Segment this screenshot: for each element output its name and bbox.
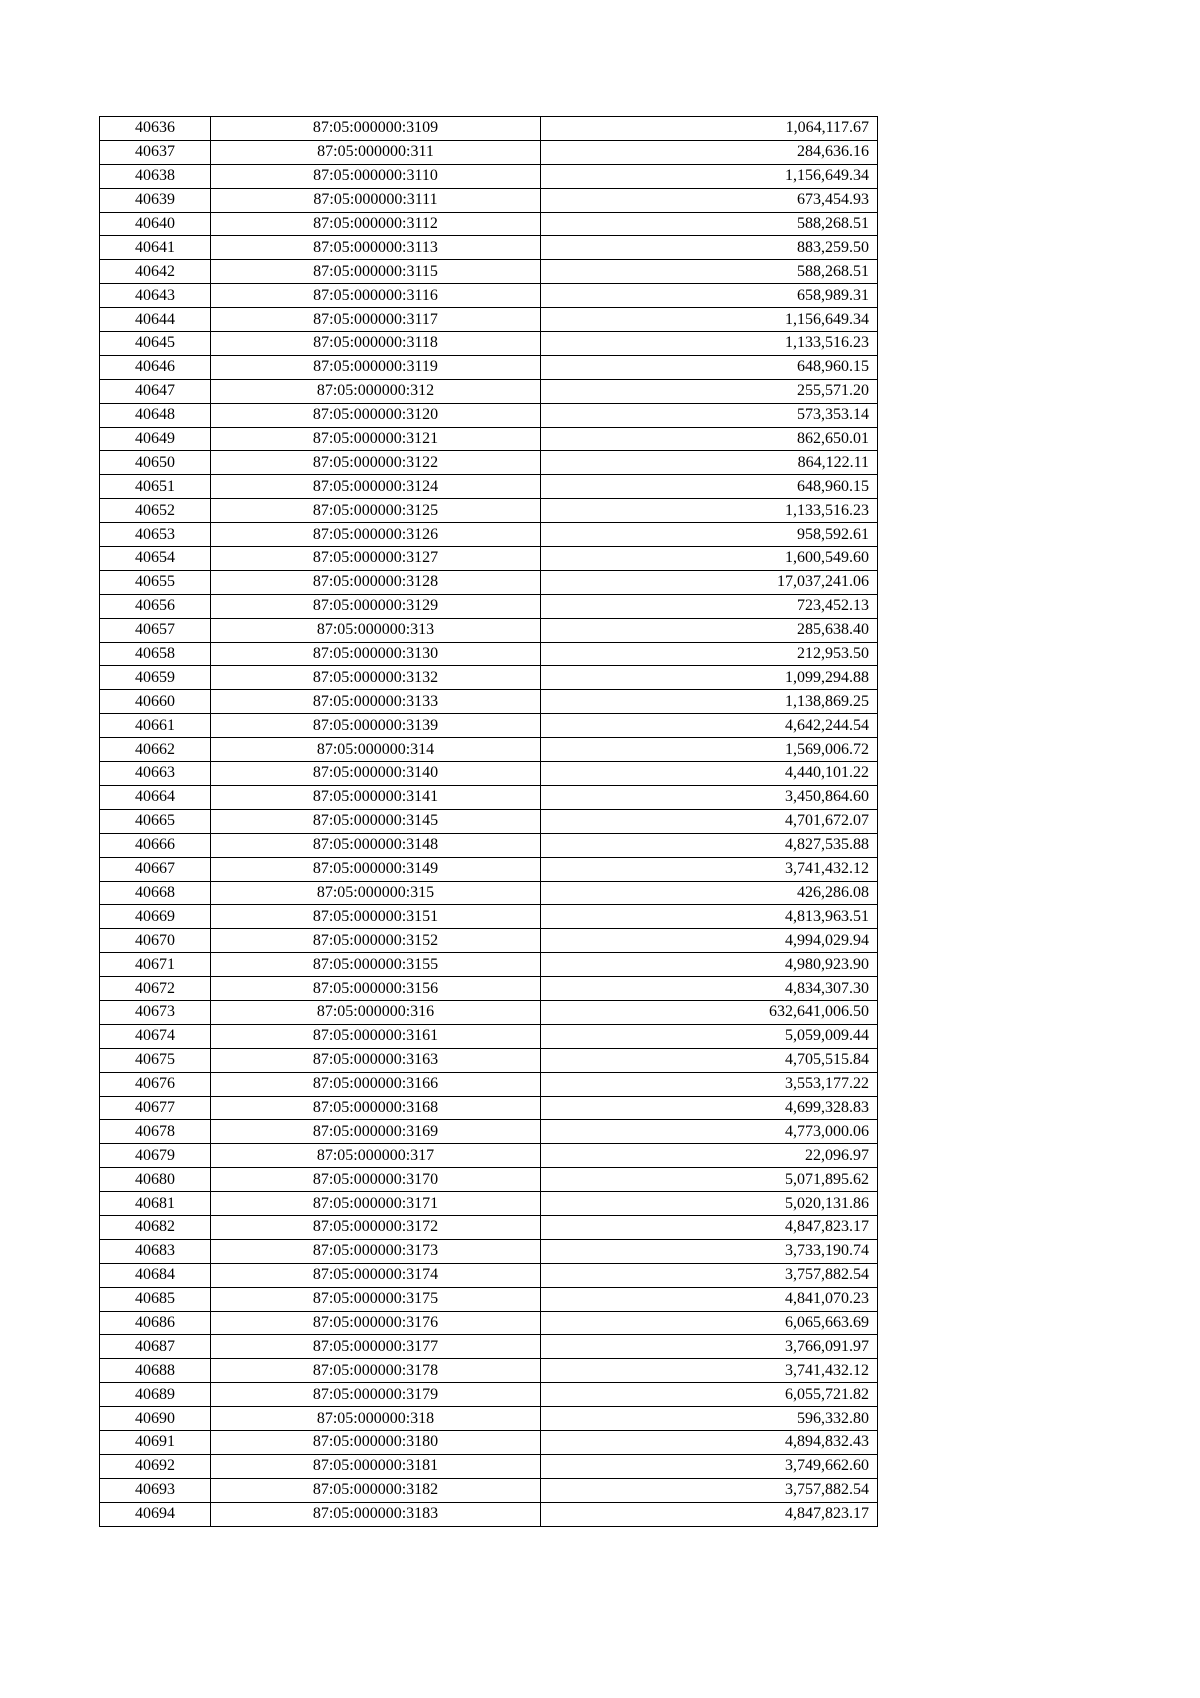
cadastral-number-cell: 87:05:000000:3156 — [211, 977, 541, 1001]
table-row — [100, 1430, 878, 1454]
value-cell: 1,099,294.88 — [541, 666, 878, 690]
table-row — [100, 809, 878, 833]
table-row — [100, 1072, 878, 1096]
cadastral-number-cell: 87:05:000000:3149 — [211, 857, 541, 881]
table-row — [100, 140, 878, 164]
cadastral-number-cell: 87:05:000000:3126 — [211, 523, 541, 547]
row-number-cell: 40660 — [100, 690, 211, 714]
row-number-cell: 40641 — [100, 236, 211, 260]
row-number-cell: 40673 — [100, 1000, 211, 1024]
cadastral-number-cell: 87:05:000000:3155 — [211, 953, 541, 977]
row-number-cell: 40645 — [100, 332, 211, 356]
row-number-cell: 40692 — [100, 1454, 211, 1478]
table-row — [100, 236, 878, 260]
cadastral-number-cell: 87:05:000000:314 — [211, 738, 541, 762]
value-cell: 958,592.61 — [541, 523, 878, 547]
cadastral-number-cell: 87:05:000000:3148 — [211, 833, 541, 857]
table-row — [100, 379, 878, 403]
row-number-cell: 40693 — [100, 1478, 211, 1502]
value-cell: 4,841,070.23 — [541, 1287, 878, 1311]
row-number-cell: 40671 — [100, 953, 211, 977]
value-cell: 6,065,663.69 — [541, 1311, 878, 1335]
row-number-cell: 40655 — [100, 570, 211, 594]
value-cell: 4,994,029.94 — [541, 929, 878, 953]
value-cell: 3,766,091.97 — [541, 1335, 878, 1359]
cadastral-number-cell: 87:05:000000:315 — [211, 881, 541, 905]
value-cell: 5,020,131.86 — [541, 1192, 878, 1216]
table-row — [100, 929, 878, 953]
row-number-cell: 40672 — [100, 977, 211, 1001]
value-cell: 862,650.01 — [541, 427, 878, 451]
cadastral-number-cell: 87:05:000000:3125 — [211, 499, 541, 523]
table-row — [100, 355, 878, 379]
table-row — [100, 308, 878, 332]
row-number-cell: 40649 — [100, 427, 211, 451]
row-number-cell: 40686 — [100, 1311, 211, 1335]
row-number-cell: 40676 — [100, 1072, 211, 1096]
table-row — [100, 403, 878, 427]
cadastral-number-cell: 87:05:000000:3151 — [211, 905, 541, 929]
cadastral-number-cell: 87:05:000000:3118 — [211, 332, 541, 356]
cadastral-number-cell: 87:05:000000:3121 — [211, 427, 541, 451]
row-number-cell: 40651 — [100, 475, 211, 499]
row-number-cell: 40636 — [100, 117, 211, 141]
table-row — [100, 714, 878, 738]
cadastral-number-cell: 87:05:000000:3139 — [211, 714, 541, 738]
value-cell: 285,638.40 — [541, 618, 878, 642]
row-number-cell: 40643 — [100, 284, 211, 308]
table-row — [100, 332, 878, 356]
table-body — [100, 117, 878, 1527]
row-number-cell: 40675 — [100, 1048, 211, 1072]
row-number-cell: 40656 — [100, 594, 211, 618]
value-cell: 5,071,895.62 — [541, 1168, 878, 1192]
table-row — [100, 1407, 878, 1431]
table-row — [100, 618, 878, 642]
value-cell: 864,122.11 — [541, 451, 878, 475]
row-number-cell: 40654 — [100, 547, 211, 571]
row-number-cell: 40665 — [100, 809, 211, 833]
cadastral-number-cell: 87:05:000000:3170 — [211, 1168, 541, 1192]
cadastral-number-cell: 87:05:000000:3182 — [211, 1478, 541, 1502]
table-row — [100, 785, 878, 809]
row-number-cell: 40668 — [100, 881, 211, 905]
value-cell: 4,440,101.22 — [541, 762, 878, 786]
table-row — [100, 1000, 878, 1024]
table-row — [100, 427, 878, 451]
cadastral-number-cell: 87:05:000000:3140 — [211, 762, 541, 786]
value-cell: 3,741,432.12 — [541, 1359, 878, 1383]
row-number-cell: 40637 — [100, 140, 211, 164]
table-row — [100, 762, 878, 786]
value-cell: 6,055,721.82 — [541, 1383, 878, 1407]
value-cell: 648,960.15 — [541, 355, 878, 379]
row-number-cell: 40690 — [100, 1407, 211, 1431]
table-row — [100, 1096, 878, 1120]
cadastral-number-cell: 87:05:000000:3109 — [211, 117, 541, 141]
value-cell: 4,980,923.90 — [541, 953, 878, 977]
table-row — [100, 1239, 878, 1263]
table-row — [100, 1215, 878, 1239]
table-row — [100, 451, 878, 475]
row-number-cell: 40642 — [100, 260, 211, 284]
value-cell: 3,733,190.74 — [541, 1239, 878, 1263]
cadastral-number-cell: 87:05:000000:3115 — [211, 260, 541, 284]
value-cell: 1,133,516.23 — [541, 499, 878, 523]
value-cell: 22,096.97 — [541, 1144, 878, 1168]
cadastral-number-cell: 87:05:000000:3179 — [211, 1383, 541, 1407]
cadastral-number-cell: 87:05:000000:3171 — [211, 1192, 541, 1216]
value-cell: 4,813,963.51 — [541, 905, 878, 929]
table-row — [100, 164, 878, 188]
value-cell: 4,847,823.17 — [541, 1215, 878, 1239]
value-cell: 255,571.20 — [541, 379, 878, 403]
table-row — [100, 977, 878, 1001]
cadastral-number-cell: 87:05:000000:3177 — [211, 1335, 541, 1359]
table-row — [100, 570, 878, 594]
table-row — [100, 881, 878, 905]
row-number-cell: 40694 — [100, 1502, 211, 1526]
cadastral-number-cell: 87:05:000000:3166 — [211, 1072, 541, 1096]
value-cell: 573,353.14 — [541, 403, 878, 427]
cadastral-number-cell: 87:05:000000:311 — [211, 140, 541, 164]
row-number-cell: 40674 — [100, 1024, 211, 1048]
cadastral-number-cell: 87:05:000000:3132 — [211, 666, 541, 690]
table-row — [100, 284, 878, 308]
cadastral-number-cell: 87:05:000000:3117 — [211, 308, 541, 332]
row-number-cell: 40658 — [100, 642, 211, 666]
row-number-cell: 40670 — [100, 929, 211, 953]
value-cell: 1,569,006.72 — [541, 738, 878, 762]
cadastral-number-cell: 87:05:000000:3180 — [211, 1430, 541, 1454]
value-cell: 4,773,000.06 — [541, 1120, 878, 1144]
cadastral-number-cell: 87:05:000000:3168 — [211, 1096, 541, 1120]
cadastral-number-cell: 87:05:000000:3112 — [211, 212, 541, 236]
cadastral-number-cell: 87:05:000000:3113 — [211, 236, 541, 260]
value-cell: 723,452.13 — [541, 594, 878, 618]
row-number-cell: 40667 — [100, 857, 211, 881]
row-number-cell: 40652 — [100, 499, 211, 523]
row-number-cell: 40688 — [100, 1359, 211, 1383]
value-cell: 212,953.50 — [541, 642, 878, 666]
cadastral-number-cell: 87:05:000000:3183 — [211, 1502, 541, 1526]
value-cell: 1,133,516.23 — [541, 332, 878, 356]
row-number-cell: 40640 — [100, 212, 211, 236]
cadastral-number-cell: 87:05:000000:3174 — [211, 1263, 541, 1287]
value-cell: 1,064,117.67 — [541, 117, 878, 141]
value-cell: 4,705,515.84 — [541, 1048, 878, 1072]
cadastral-number-cell: 87:05:000000:3178 — [211, 1359, 541, 1383]
table-row — [100, 1383, 878, 1407]
table-row — [100, 1144, 878, 1168]
table-row — [100, 1048, 878, 1072]
value-cell: 4,847,823.17 — [541, 1502, 878, 1526]
cadastral-number-cell: 87:05:000000:318 — [211, 1407, 541, 1431]
value-cell: 3,450,864.60 — [541, 785, 878, 809]
value-cell: 673,454.93 — [541, 188, 878, 212]
cadastral-number-cell: 87:05:000000:3129 — [211, 594, 541, 618]
table-row — [100, 1502, 878, 1526]
value-cell: 4,827,535.88 — [541, 833, 878, 857]
cadastral-number-cell: 87:05:000000:316 — [211, 1000, 541, 1024]
table-row — [100, 666, 878, 690]
table-row — [100, 953, 878, 977]
row-number-cell: 40691 — [100, 1430, 211, 1454]
row-number-cell: 40648 — [100, 403, 211, 427]
table-row — [100, 1311, 878, 1335]
row-number-cell: 40661 — [100, 714, 211, 738]
row-number-cell: 40682 — [100, 1215, 211, 1239]
value-cell: 596,332.80 — [541, 1407, 878, 1431]
value-cell: 426,286.08 — [541, 881, 878, 905]
value-cell: 3,757,882.54 — [541, 1478, 878, 1502]
value-cell: 648,960.15 — [541, 475, 878, 499]
value-cell: 4,699,328.83 — [541, 1096, 878, 1120]
cadastral-number-cell: 87:05:000000:3176 — [211, 1311, 541, 1335]
cadastral-number-cell: 87:05:000000:3133 — [211, 690, 541, 714]
value-cell: 1,156,649.34 — [541, 164, 878, 188]
table-row — [100, 594, 878, 618]
table-row — [100, 260, 878, 284]
value-cell: 588,268.51 — [541, 212, 878, 236]
row-number-cell: 40653 — [100, 523, 211, 547]
cadastral-number-cell: 87:05:000000:3122 — [211, 451, 541, 475]
cadastral-number-cell: 87:05:000000:3152 — [211, 929, 541, 953]
value-cell: 3,553,177.22 — [541, 1072, 878, 1096]
cadastral-number-cell: 87:05:000000:3169 — [211, 1120, 541, 1144]
row-number-cell: 40662 — [100, 738, 211, 762]
table-row — [100, 499, 878, 523]
row-number-cell: 40650 — [100, 451, 211, 475]
cadastral-number-cell: 87:05:000000:3110 — [211, 164, 541, 188]
row-number-cell: 40680 — [100, 1168, 211, 1192]
table-row — [100, 475, 878, 499]
table-row — [100, 833, 878, 857]
table-row — [100, 642, 878, 666]
row-number-cell: 40685 — [100, 1287, 211, 1311]
table-row — [100, 1359, 878, 1383]
row-number-cell: 40646 — [100, 355, 211, 379]
row-number-cell: 40683 — [100, 1239, 211, 1263]
cadastral-number-cell: 87:05:000000:312 — [211, 379, 541, 403]
row-number-cell: 40681 — [100, 1192, 211, 1216]
value-cell: 4,894,832.43 — [541, 1430, 878, 1454]
row-number-cell: 40687 — [100, 1335, 211, 1359]
cadastral-number-cell: 87:05:000000:3127 — [211, 547, 541, 571]
row-number-cell: 40663 — [100, 762, 211, 786]
table-row — [100, 1024, 878, 1048]
value-cell: 3,741,432.12 — [541, 857, 878, 881]
value-cell: 4,834,307.30 — [541, 977, 878, 1001]
table-row — [100, 1192, 878, 1216]
row-number-cell: 40666 — [100, 833, 211, 857]
table-row — [100, 212, 878, 236]
table-row — [100, 738, 878, 762]
row-number-cell: 40659 — [100, 666, 211, 690]
table-row — [100, 1120, 878, 1144]
table-row — [100, 1287, 878, 1311]
value-cell: 4,701,672.07 — [541, 809, 878, 833]
cadastral-number-cell: 87:05:000000:3175 — [211, 1287, 541, 1311]
cadastral-number-cell: 87:05:000000:3145 — [211, 809, 541, 833]
cadastral-number-cell: 87:05:000000:3119 — [211, 355, 541, 379]
table-row — [100, 1335, 878, 1359]
value-cell: 284,636.16 — [541, 140, 878, 164]
cadastral-number-cell: 87:05:000000:3120 — [211, 403, 541, 427]
value-cell: 17,037,241.06 — [541, 570, 878, 594]
table-row — [100, 690, 878, 714]
cadastral-number-cell: 87:05:000000:3161 — [211, 1024, 541, 1048]
table-row — [100, 857, 878, 881]
value-cell: 632,641,006.50 — [541, 1000, 878, 1024]
value-cell: 658,989.31 — [541, 284, 878, 308]
table-row — [100, 1263, 878, 1287]
table-row — [100, 1454, 878, 1478]
row-number-cell: 40638 — [100, 164, 211, 188]
cadastral-number-cell: 87:05:000000:3163 — [211, 1048, 541, 1072]
table-row — [100, 188, 878, 212]
data-table — [99, 116, 878, 1527]
row-number-cell: 40689 — [100, 1383, 211, 1407]
value-cell: 4,642,244.54 — [541, 714, 878, 738]
table-row — [100, 1168, 878, 1192]
row-number-cell: 40644 — [100, 308, 211, 332]
cadastral-number-cell: 87:05:000000:3130 — [211, 642, 541, 666]
value-cell: 588,268.51 — [541, 260, 878, 284]
table-row — [100, 1478, 878, 1502]
value-cell: 1,600,549.60 — [541, 547, 878, 571]
row-number-cell: 40647 — [100, 379, 211, 403]
value-cell: 3,757,882.54 — [541, 1263, 878, 1287]
row-number-cell: 40684 — [100, 1263, 211, 1287]
cadastral-number-cell: 87:05:000000:317 — [211, 1144, 541, 1168]
value-cell: 1,156,649.34 — [541, 308, 878, 332]
cadastral-number-cell: 87:05:000000:3128 — [211, 570, 541, 594]
cadastral-number-cell: 87:05:000000:3181 — [211, 1454, 541, 1478]
cadastral-number-cell: 87:05:000000:3124 — [211, 475, 541, 499]
cadastral-number-cell: 87:05:000000:313 — [211, 618, 541, 642]
table-row — [100, 117, 878, 141]
row-number-cell: 40677 — [100, 1096, 211, 1120]
row-number-cell: 40669 — [100, 905, 211, 929]
cadastral-number-cell: 87:05:000000:3172 — [211, 1215, 541, 1239]
row-number-cell: 40657 — [100, 618, 211, 642]
row-number-cell: 40639 — [100, 188, 211, 212]
row-number-cell: 40678 — [100, 1120, 211, 1144]
cadastral-number-cell: 87:05:000000:3141 — [211, 785, 541, 809]
table-row — [100, 523, 878, 547]
row-number-cell: 40679 — [100, 1144, 211, 1168]
row-number-cell: 40664 — [100, 785, 211, 809]
value-cell: 883,259.50 — [541, 236, 878, 260]
value-cell: 3,749,662.60 — [541, 1454, 878, 1478]
cadastral-number-cell: 87:05:000000:3111 — [211, 188, 541, 212]
table-row — [100, 905, 878, 929]
value-cell: 5,059,009.44 — [541, 1024, 878, 1048]
cadastral-number-cell: 87:05:000000:3173 — [211, 1239, 541, 1263]
value-cell: 1,138,869.25 — [541, 690, 878, 714]
cadastral-number-cell: 87:05:000000:3116 — [211, 284, 541, 308]
table-row — [100, 547, 878, 571]
